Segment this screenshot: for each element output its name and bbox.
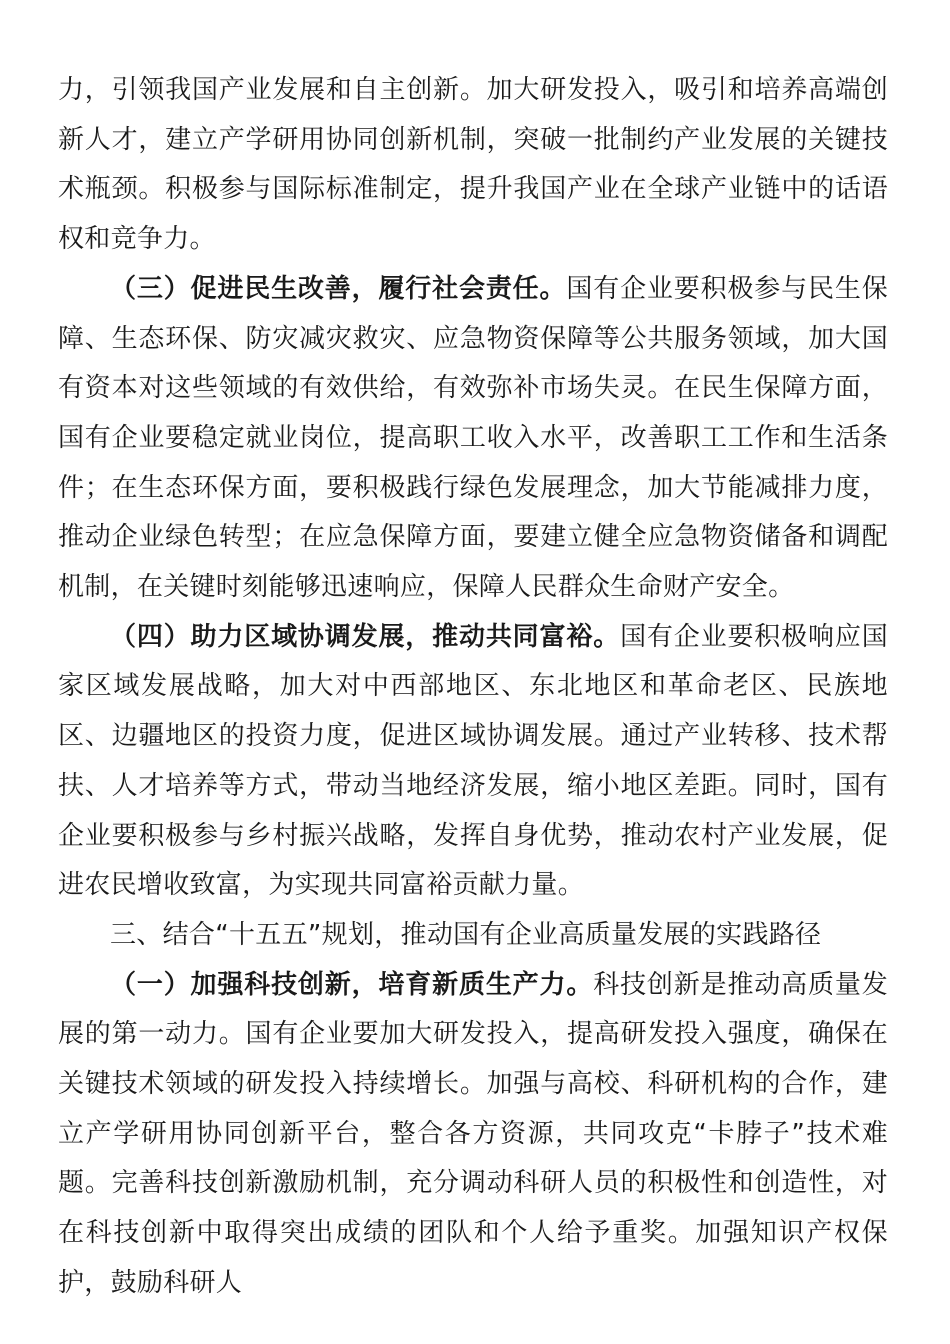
paragraph-heading: （一）加强科技创新，培育新质生产力。 [110, 969, 594, 1000]
paragraph-heading: （三）促进民生改善，履行社会责任。 [110, 273, 567, 304]
paragraph-regional [58, 613, 888, 911]
section-title-text: 三、结合“十五五”规划，推动国有企业高质量发展的实践路径 [110, 919, 822, 950]
paragraph-heading: （四）助力区域协调发展，推动共同富裕。 [110, 621, 621, 652]
paragraph-innovation [58, 961, 888, 1309]
paragraph-text: 国有企业要积极响应国家区域发展战略，加大对中西部地区、东北地区和革命老区、民族地区、边疆地区的投资力度，促进区域协调发展。通过产业转移、技术帮扶、人才培养等方式，带动当地经济发展，缩小地区差距。同时，国有企业要积极参与乡村振兴战略，发挥自身优势，推动农村产业发展，促进农民增收致富，为实现共同富裕贡献力量。 [58, 621, 888, 901]
paragraph-text: 科技创新是推动高质量发展的第一动力。国有企业要加大研发投入，提高研发投入强度，确保在关键技术领域的研发投入持续增长。加强与高校、科研机构的合作，建立产学研用协同创新平台，整合各方资源，共同攻克“卡脖子”技术难题。完善科技创新激励机制，充分调动科研人员的积极性和创造性，对在科技创新中取得突出成绩的团队和个人给予重奖。加强知识产权保护，鼓励科研人 [58, 969, 888, 1298]
paragraph-continuation [58, 66, 888, 265]
section-title [58, 911, 888, 961]
paragraph-livelihood [58, 265, 888, 613]
paragraph-text: 国有企业要积极参与民生保障、生态环保、防灾减灾救灾、应急物资保障等公共服务领域，加大国有资本对这些领域的有效供给，有效弥补市场失灵。在民生保障方面，国有企业要稳定就业岗位，提高职工收入水平，改善职工工作和生活条件；在生态环保方面，要积极践行绿色发展理念，加大节能减排力度，推动企业绿色转型；在应急保障方面，要建立健全应急物资储备和调配机制，在关键时刻能够迅速响应，保障人民群众生命财产安全。 [58, 273, 888, 603]
paragraph-text: 力，引领我国产业发展和自主创新。加大研发投入，吸引和培养高端创新人才，建立产学研用协同创新机制，突破一批制约产业发展的关键技术瓶颈。积极参与国际标准制定，提升我国产业在全球产业链中的话语权和竞争力。 [58, 75, 888, 255]
document-body [58, 66, 888, 1309]
